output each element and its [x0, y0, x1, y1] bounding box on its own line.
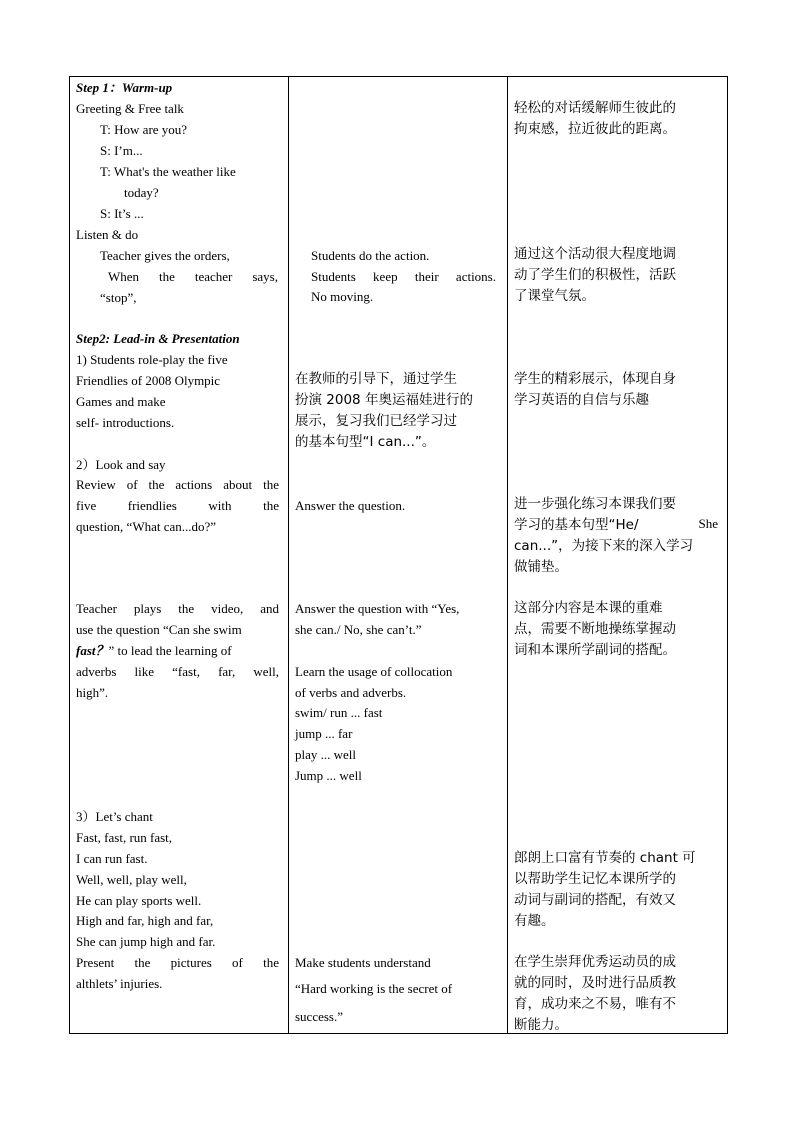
word: Review	[76, 477, 116, 492]
word: the	[148, 477, 165, 492]
learn-line: Learn the usage of collocation	[295, 664, 453, 679]
video-line	[76, 664, 279, 680]
word: the	[263, 477, 279, 492]
intent-text	[514, 516, 718, 534]
word: the	[263, 498, 279, 513]
intent-text-en: She	[698, 516, 718, 531]
stop-line: “stop”,	[100, 290, 137, 305]
quote-line: “Hard working is the secret of	[295, 981, 453, 996]
design-intent-column	[508, 77, 728, 1034]
procedure-column	[70, 77, 289, 1034]
action-line: Students do the action.	[311, 248, 430, 263]
when-line	[108, 269, 278, 285]
intent-text: 轻松的对话缓解师生彼此的	[514, 100, 676, 116]
dialogue-line: T: What's the weather like	[100, 164, 236, 179]
roleplay-line: 1) Students role-play the five	[76, 352, 228, 367]
dialogue-line: S: It’s ...	[100, 206, 144, 221]
guide-text: 展示，复习我们已经学习过	[295, 413, 457, 429]
intent-text-cn: 学习的基本句型“He/	[514, 517, 639, 533]
guide-text: 扮演 2008 年奥运福娃进行的	[295, 392, 473, 408]
intent-text: 以帮助学生记忆本课所学的	[514, 871, 676, 887]
word: actions.	[455, 269, 496, 284]
make-line: Make students understand	[295, 955, 431, 970]
guide-text: 的基本句型“I can...”。	[295, 434, 436, 450]
collocation-line: swim/ run ... fast	[295, 705, 383, 720]
word: about	[223, 477, 253, 492]
intent-text: 就的同时，及时进行品质教	[514, 975, 676, 991]
student-activity-column	[289, 77, 508, 1034]
intent-text: 学生的精彩展示，体现自身	[514, 371, 676, 387]
intent-text: 了课堂气氛。	[514, 288, 595, 304]
answer-line: she can./ No, she can’t.”	[295, 622, 422, 637]
word: “fast,	[172, 664, 200, 679]
intent-text: 词和本课所学副词的搭配。	[514, 642, 676, 658]
lesson-plan-table	[69, 76, 728, 1034]
intent-text: 拘束感，拉近彼此的距离。	[514, 121, 676, 137]
word: Students	[311, 269, 356, 284]
dialogue-line: T: How are you?	[100, 122, 188, 137]
video-line	[76, 601, 279, 617]
chant-line: He can play sports well.	[76, 893, 202, 908]
word: of	[126, 477, 138, 492]
listen-line: Listen & do	[76, 227, 139, 242]
word: Present	[76, 955, 115, 970]
intent-text: 进一步强化练习本课我们要	[514, 496, 676, 512]
word: like	[134, 664, 155, 679]
fast-emphasis: fast？	[76, 643, 109, 658]
intent-text: 断能力。	[514, 1017, 568, 1033]
video-line: use the question “Can she swim	[76, 622, 242, 637]
intent-text: 有趣。	[514, 913, 555, 929]
intent-text: 动了学生们的积极性，活跃	[514, 267, 676, 283]
review-line	[76, 477, 279, 493]
word: video,	[211, 601, 244, 616]
intent-text: 点，需要不断地操练掌握动	[514, 621, 676, 637]
table-row	[70, 77, 728, 1034]
roleplay-line: self- introductions.	[76, 415, 175, 430]
intent-text: 通过这个活动很大程度地调	[514, 246, 676, 262]
step2-title: Step2: Lead-in & Presentation	[76, 331, 240, 346]
guide-text: 在教师的引导下，通过学生	[295, 371, 457, 387]
chant-line: I can run fast.	[76, 851, 148, 866]
chant-line: She can jump high and far.	[76, 934, 216, 949]
step1-title: Step 1：Warm-up	[76, 80, 173, 95]
word: keep	[373, 269, 398, 284]
learn-line: of verbs and adverbs.	[295, 685, 407, 700]
roleplay-line: Friendlies of 2008 Olympic	[76, 373, 221, 388]
answer-line: Answer the question.	[295, 498, 406, 513]
word: actions	[175, 477, 213, 492]
greeting-line: Greeting & Free talk	[76, 101, 184, 116]
intent-text: 这部分内容是本课的重难	[514, 600, 663, 616]
action-line	[311, 269, 496, 285]
word: far,	[218, 664, 236, 679]
word: pictures	[170, 955, 212, 970]
intent-text: 动词与副词的搭配，有效又	[514, 892, 676, 908]
word: the	[134, 955, 151, 970]
chant-line: Well, well, play well,	[76, 872, 187, 887]
look-and-say-heading: 2）Look and say	[76, 457, 166, 472]
collocation-line: jump ... far	[295, 726, 353, 741]
word: the	[263, 955, 279, 970]
word: their	[414, 269, 439, 284]
review-line	[76, 498, 279, 514]
action-line: No moving.	[311, 289, 374, 304]
word: teacher	[194, 269, 233, 284]
video-line: high”.	[76, 685, 109, 700]
word: adverbs	[76, 664, 117, 679]
quote-line: success.”	[295, 1009, 344, 1024]
video-line	[76, 643, 232, 659]
word: When	[108, 269, 140, 284]
roleplay-line: Games and make	[76, 394, 166, 409]
word: and	[260, 601, 279, 616]
word: of	[232, 955, 243, 970]
dialogue-line: S: I’m...	[100, 143, 143, 158]
word: the	[178, 601, 195, 616]
word: plays	[133, 601, 162, 616]
intent-text: 在学生崇拜优秀运动员的成	[514, 954, 676, 970]
word: five	[76, 498, 97, 513]
present-line	[76, 955, 279, 971]
word: the	[159, 269, 175, 284]
review-line: question, “What can...do?”	[76, 519, 217, 534]
answer-line: Answer the question with “Yes,	[295, 601, 460, 616]
word: with	[208, 498, 232, 513]
orders-line: Teacher gives the orders,	[100, 248, 230, 263]
dialogue-line: today?	[124, 185, 159, 200]
intent-text: can...”，为接下来的深入学习	[514, 538, 694, 554]
word: says,	[252, 269, 278, 284]
collocation-line: Jump ... well	[295, 768, 362, 783]
word: Teacher	[76, 601, 117, 616]
word: friendlies	[127, 498, 177, 513]
chant-line: High and far, high and far,	[76, 913, 214, 928]
video-line-rest: ” to lead the learning of	[108, 643, 232, 658]
intent-text: 育，成功来之不易，唯有不	[514, 996, 676, 1012]
intent-text: 学习英语的自信与乐趣	[514, 392, 649, 408]
chant-line: Fast, fast, run fast,	[76, 830, 173, 845]
present-line: althlets’ injuries.	[76, 976, 163, 991]
collocation-line: play ... well	[295, 747, 357, 762]
word: well,	[253, 664, 279, 679]
intent-text: 郎朗上口富有节奏的 chant 可	[514, 850, 696, 866]
intent-text: 做铺垫。	[514, 559, 568, 575]
chant-heading: 3）Let’s chant	[76, 809, 153, 824]
